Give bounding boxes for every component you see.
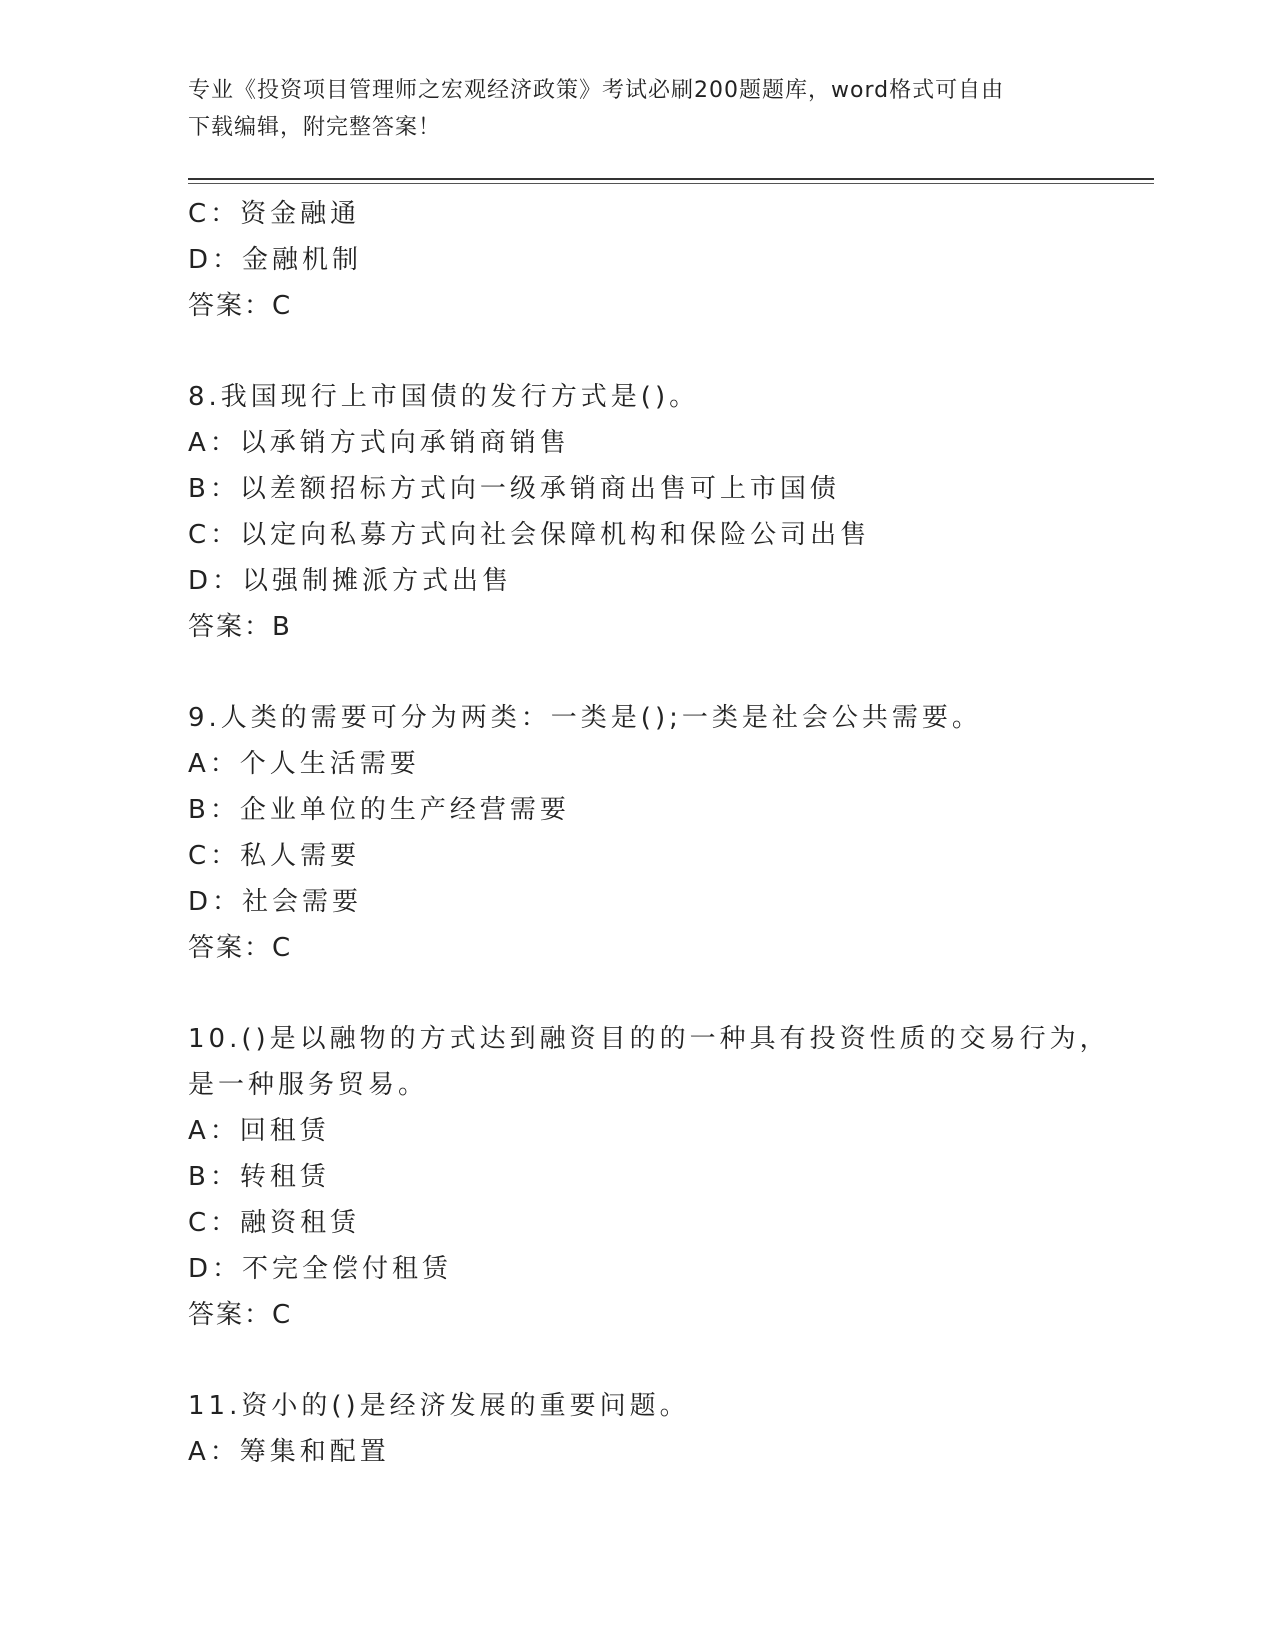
question-spacer — [188, 650, 1154, 695]
question-list — [188, 191, 1154, 1475]
question-stem: 8.我国现行上市国债的发行方式是()。 — [188, 382, 700, 412]
option-c: C：以定向私募方式向社会保障机构和保险公司出售 — [188, 520, 871, 550]
option-a: A：个人生活需要 — [188, 749, 420, 779]
option-a: A：以承销方式向承销商销售 — [188, 428, 570, 458]
question-spacer — [188, 971, 1154, 1016]
header-line-2: 下载编辑，附完整答案！ — [188, 115, 442, 140]
option-d: D：社会需要 — [188, 887, 363, 917]
question-stem-line-2: 是一种服务贸易。 — [188, 1070, 429, 1100]
option-b: B：转租赁 — [188, 1162, 330, 1192]
question-stem: 9.人类的需要可分为两类：一类是();一类是社会公共需要。 — [188, 703, 982, 733]
option-d: D：金融机制 — [188, 245, 363, 275]
option-d: D：不完全偿付租赁 — [188, 1254, 453, 1284]
question-block-10 — [188, 1016, 1154, 1338]
question-block-11 — [188, 1383, 1154, 1475]
option-b: B：企业单位的生产经营需要 — [188, 795, 570, 825]
option-c: C：私人需要 — [188, 841, 361, 871]
document-header — [188, 72, 1088, 146]
option-b: B：以差额招标方式向一级承销商出售可上市国债 — [188, 474, 840, 504]
option-a: A：回租赁 — [188, 1116, 330, 1146]
option-c: C：资金融通 — [188, 199, 361, 229]
question-spacer — [188, 329, 1154, 374]
header-divider-thick — [188, 178, 1154, 180]
question-block-8 — [188, 374, 1154, 650]
option-a: A：筹集和配置 — [188, 1437, 390, 1467]
option-c: C：融资租赁 — [188, 1208, 361, 1238]
answer-line: 答案：C — [188, 1300, 293, 1330]
answer-line: 答案：B — [188, 612, 292, 642]
question-block-9 — [188, 695, 1154, 971]
answer-line: 答案：C — [188, 933, 293, 963]
header-divider-thin — [188, 183, 1154, 184]
question-spacer — [188, 1338, 1154, 1383]
question-stem: 11.资小的()是经济发展的重要问题。 — [188, 1391, 690, 1421]
answer-line: 答案：C — [188, 291, 293, 321]
header-line-1: 专业《投资项目管理师之宏观经济政策》考试必刷200题题库，word格式可自由 — [188, 78, 1005, 103]
option-d: D：以强制摊派方式出售 — [188, 566, 513, 596]
question-stem-line-1: 10.()是以融物的方式达到融资目的的一种具有投资性质的交易行为， — [188, 1024, 1110, 1054]
question-block-7-continued — [188, 191, 1154, 329]
